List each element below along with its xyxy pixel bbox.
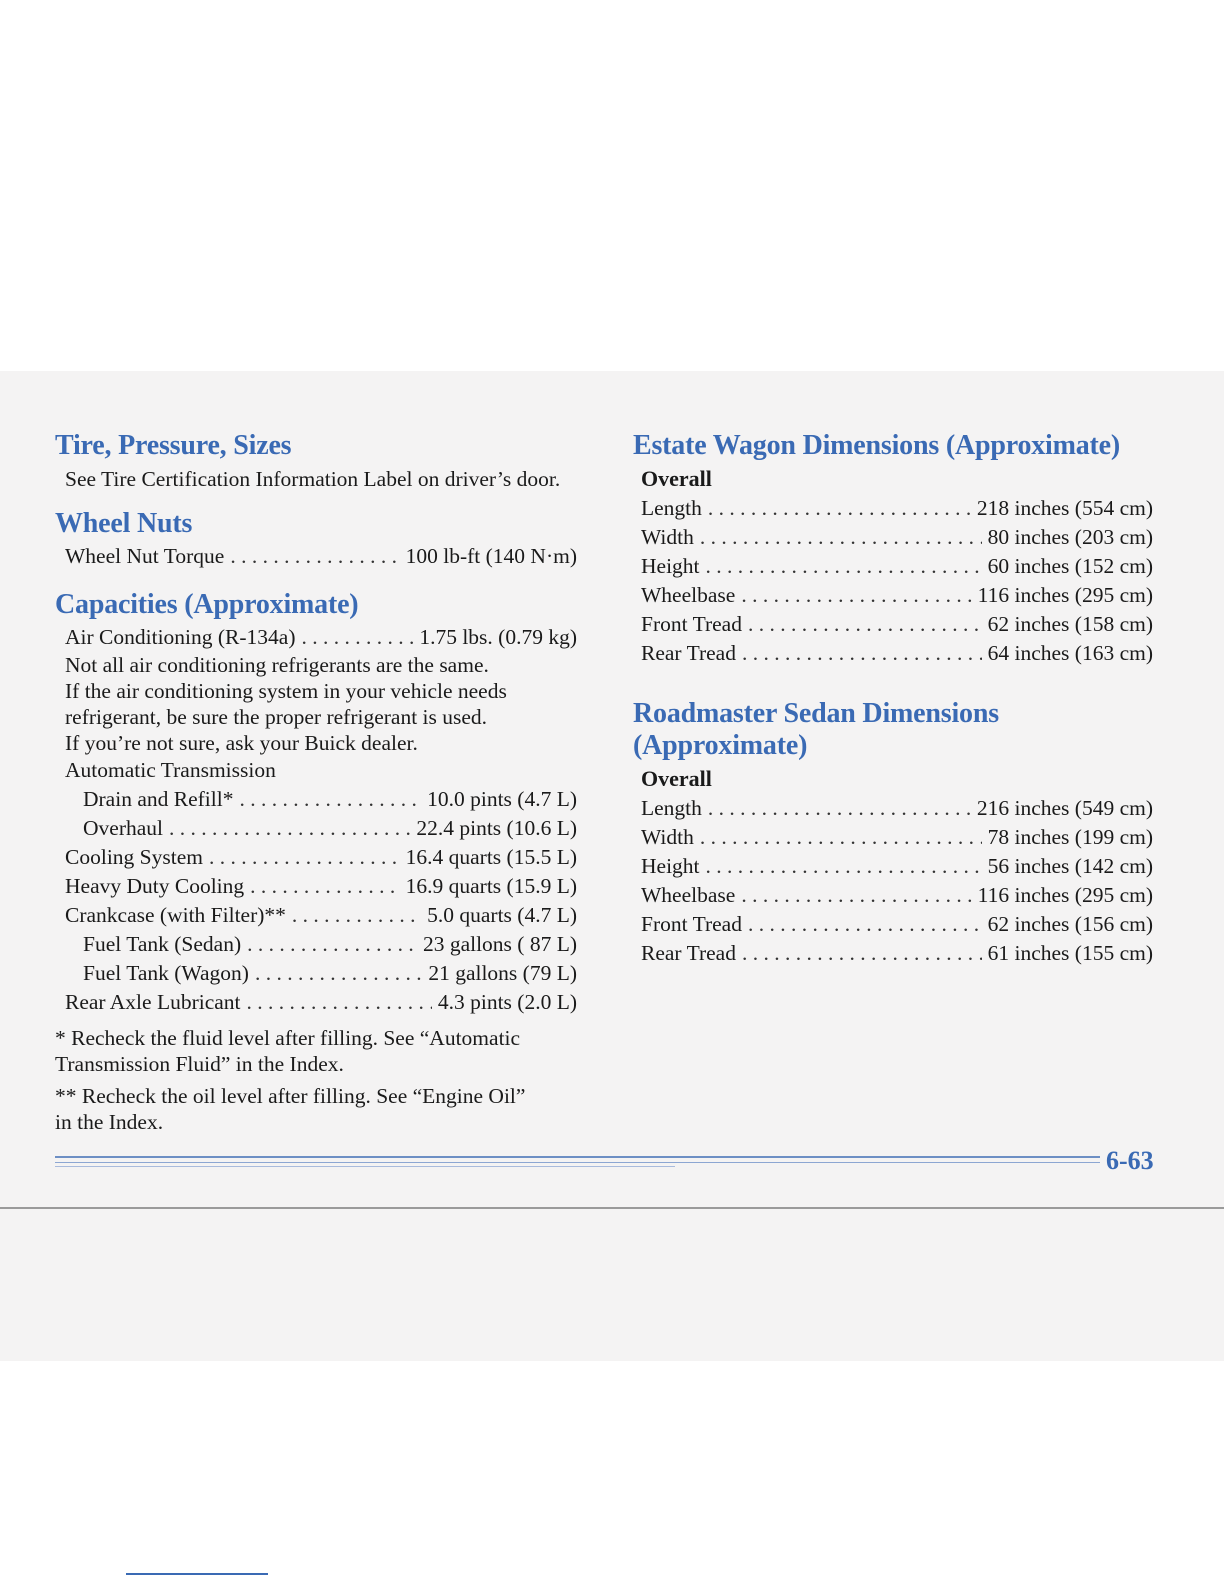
row-value: 78 inches (199 cm) [987,825,1153,849]
rule-line [55,1156,1100,1158]
row-label: Rear Axle Lubricant [65,990,241,1014]
row-value: 62 inches (158 cm) [987,612,1153,636]
row-label: Cooling System [65,845,203,869]
tire-text: See Tire Certification Information Label on driver’s door. [65,467,561,491]
dot-leader [239,785,421,814]
tire-heading: Tire, Pressure, Sizes [55,430,292,461]
refrigerant-note [55,652,585,756]
row-value: 5.0 quarts (4.7 L) [427,903,577,927]
row-value: 1.75 lbs. (0.79 kg) [419,625,577,649]
dot-leader [748,610,982,639]
dot-leader [700,523,982,552]
dot-leader [230,542,399,571]
row-value: 62 inches (156 cm) [987,912,1153,936]
dot-leader [706,552,982,581]
row-label: Rear Tread [641,641,736,665]
dimension-row [633,523,1163,552]
row-value: 61 inches (155 cm) [987,941,1153,965]
row-value: 10.0 pints (4.7 L) [427,787,577,811]
footnote-oil [55,1083,585,1135]
row-label: Heavy Duty Cooling [65,874,245,898]
dot-leader [708,494,971,523]
note-line: If the air conditioning system in your vehicle needs [65,679,507,703]
row-label: Height [641,854,700,878]
row-value: 4.3 pints (2.0 L) [437,990,577,1014]
row-label: Height [641,554,700,578]
capacity-row [55,930,585,959]
footnote-line: * Recheck the fluid level after filling. See “Automatic [55,1026,521,1050]
row-label: Fuel Tank (Sedan) [83,932,242,956]
footnote-fluid [55,1025,585,1077]
dimension-row [633,823,1163,852]
wagon-overall-label: Overall [641,466,712,491]
row-value: 16.9 quarts (15.9 L) [405,874,577,898]
dot-leader [247,988,432,1017]
dimension-row [633,494,1163,523]
dimension-row [633,610,1163,639]
capacity-row [55,901,585,930]
dimension-row [633,939,1163,968]
note-line: Not all air conditioning refrigerants are the same. [65,653,489,677]
note-line: If you’re not sure, ask your Buick dealer. [65,731,418,755]
dimension-row [633,552,1163,581]
row-label: Length [641,796,702,820]
dot-leader [741,881,971,910]
rule-line [55,1162,1100,1163]
bottom-divider [0,1207,1224,1209]
dot-leader [742,639,982,668]
capacity-row [55,785,585,814]
dot-leader [708,794,971,823]
dot-leader [247,930,417,959]
row-value: 100 lb-ft (140 N·m) [405,544,577,568]
footer-rule [55,1152,1100,1168]
row-label: Rear Tread [641,941,736,965]
sedan-overall-label: Overall [641,766,712,791]
capacity-row [55,814,585,843]
dot-leader [255,959,422,988]
footer-accent-line [126,1573,268,1575]
row-value: 116 inches (295 cm) [977,583,1153,607]
dimension-row [633,852,1163,881]
row-label: Width [641,825,694,849]
sedan-heading-line: Roadmaster Sedan Dimensions [633,698,999,729]
row-label: Front Tread [641,912,742,936]
dot-leader [748,910,982,939]
rule-line [55,1166,675,1167]
wheel-nut-torque-row [55,542,585,571]
wheel-nuts-heading: Wheel Nuts [55,508,193,539]
row-label: Wheelbase [641,883,736,907]
dot-leader [209,843,400,872]
row-value: 56 inches (142 cm) [987,854,1153,878]
ac-row [55,623,585,652]
dot-leader [700,823,982,852]
dot-leader [169,814,410,843]
left-column [55,430,585,1135]
page-number: 6-63 [1106,1146,1154,1175]
dot-leader [250,872,399,901]
row-value: 80 inches (203 cm) [987,525,1153,549]
dimension-row [633,910,1163,939]
footnote-line: ** Recheck the oil level after filling. See “Engine Oil” [55,1084,526,1108]
sedan-heading [633,698,1163,762]
row-label: Width [641,525,694,549]
dot-leader [741,581,971,610]
row-label: Crankcase (with Filter)** [65,903,286,927]
row-label: Air Conditioning (R-134a) [65,625,296,649]
row-label: Drain and Refill* [83,787,234,811]
row-label: Fuel Tank (Wagon) [83,961,249,985]
row-label: Front Tread [641,612,742,636]
row-label: Length [641,496,702,520]
dot-leader [292,901,421,930]
capacity-row [55,988,585,1017]
footnote-line: in the Index. [55,1110,164,1134]
dimension-row [633,639,1163,668]
row-label: Overhaul [83,816,163,840]
right-column [633,430,1163,968]
dot-leader [302,623,414,652]
row-value: 60 inches (152 cm) [987,554,1153,578]
dimension-row [633,881,1163,910]
row-value: 116 inches (295 cm) [977,883,1153,907]
row-value: 16.4 quarts (15.5 L) [405,845,577,869]
wagon-heading: Estate Wagon Dimensions (Approximate) [633,430,1121,461]
dimension-row [633,581,1163,610]
footnote-line: Transmission Fluid” in the Index. [55,1052,344,1076]
row-label: Wheel Nut Torque [65,544,225,568]
dot-leader [742,939,982,968]
row-value: 21 gallons (79 L) [428,961,577,985]
dimension-row [633,794,1163,823]
capacities-heading: Capacities (Approximate) [55,589,359,620]
row-value: 22.4 pints (10.6 L) [416,816,577,840]
transmission-label: Automatic Transmission [65,758,276,782]
row-value: 216 inches (549 cm) [976,796,1153,820]
row-label: Wheelbase [641,583,736,607]
note-line: refrigerant, be sure the proper refrigerant is used. [65,705,488,729]
row-value: 23 gallons ( 87 L) [422,932,577,956]
capacity-row [55,959,585,988]
sedan-heading-line: (Approximate) [633,730,808,761]
row-value: 218 inches (554 cm) [976,496,1153,520]
capacity-row [55,872,585,901]
capacity-row [55,843,585,872]
row-value: 64 inches (163 cm) [987,641,1153,665]
dot-leader [706,852,982,881]
